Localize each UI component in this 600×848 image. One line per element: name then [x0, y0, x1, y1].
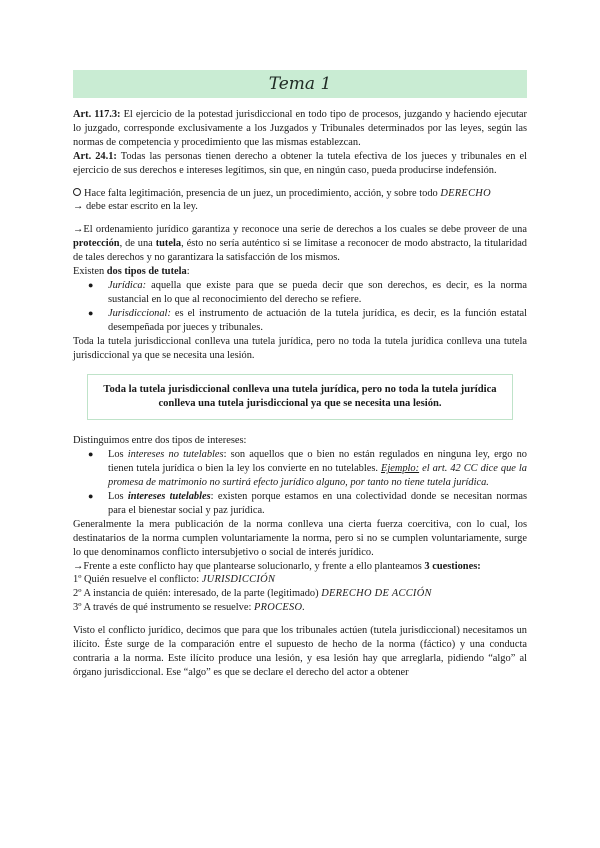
art-117-label: Art. 117.3:	[73, 109, 121, 120]
hace-falta-paragraph	[73, 187, 527, 201]
frente-bold: 3 cuestiones:	[424, 560, 481, 572]
existen-prefix: Existen	[73, 266, 107, 278]
highlight-quote-text: Toda la tutela jurisdiccional conlleva una tutela jurídica, pero no toda la tutela jurídica conlleva una tutela jurisdiccional ya que se necesita una lesión.	[103, 384, 497, 410]
cuestion-answer: PROCESO.	[253, 602, 306, 614]
list-item	[88, 448, 527, 490]
cuestion-1	[73, 573, 527, 587]
title-banner	[73, 70, 527, 98]
cuestion-label: 1º Quién resuelve el conflicto:	[73, 574, 202, 586]
list-item	[88, 279, 527, 307]
highlight-quote-box	[87, 374, 513, 420]
cuestion-label: 3º A través de qué instrumento se resuelve:	[73, 602, 254, 614]
tutela-term: Jurisdiccional:	[108, 307, 171, 319]
bullet-icon: ●	[88, 449, 94, 460]
ejemplo-text: el art. 42 CC dice que la promesa de matrimonio no surtirá efecto jurídico alguno, por tanto no tiene tutela jurídica.	[108, 463, 527, 489]
existen-suffix: :	[186, 266, 190, 278]
circle-bullet-icon	[73, 188, 81, 196]
generalmente-paragraph: Generalmente la mera publicación de la norma conlleva una cierta fuerza coercitiva, con lo cual, los destinatarios de la norma cumplen voluntariamente la norma, pero si no se cumplen voluntariamente, surge lo que denominamos conflicto intersubjetivo o social de interés jurídico.	[73, 518, 527, 558]
art-117-paragraph	[73, 108, 527, 150]
derecho-word: DERECHO	[440, 187, 491, 199]
interes-text: : son aquellos que o bien no están regulados en ninguna ley, ergo no tienen tutela jurídica o bien la ley los convierte en no tutelables.	[108, 449, 527, 475]
interes-prefix: Los	[108, 491, 128, 503]
interes-text: : existen porque estamos en una colectividad donde se necesitan normas para el bienestar social y paz jurídica.	[108, 491, 527, 516]
intereses-list	[73, 448, 527, 518]
ordenamiento-part1: →El ordenamiento jurídico garantiza y reconoce una serie de derechos a los cuales se debe proveer de una	[73, 224, 527, 236]
bullet-icon: ●	[88, 279, 94, 290]
cuestion-answer: DERECHO DE ACCIÓN	[321, 588, 432, 600]
cuestion-2	[73, 587, 527, 601]
cuestion-3	[73, 601, 527, 615]
ordenamiento-part2: , de una	[119, 238, 156, 250]
visto-paragraph: Visto el conflicto jurídico, decimos que para que los tribunales actúen (tutela jurisdiccional) necesitamos un ilícito. Éste surge de la comparación entre el supuesto de hecho de la norma (fáctico) y una conducta contraria a la norma. Este ilícito produce una lesión, y esa lesión hay que arreglarla, pidiendo “algo” al órgano jurisdiccional. Ese “algo” es que se declare el derecho del actor a obtener	[73, 625, 527, 678]
art-24-text: Todas las personas tienen derecho a obtener la tutela efectiva de los jueces y tribunales en el ejercicio de sus derechos e intereses legítimos, sin que, en ningún caso, pueda producirse indefensión.	[73, 150, 527, 176]
tutela-list	[73, 279, 527, 335]
interes-term: intereses no tutelables	[127, 449, 224, 461]
art-24-label: Art. 24.1:	[73, 150, 117, 162]
hace-falta-text: Hace falta legitimación, presencia de un juez, un procedimiento, acción, y sobre todo	[84, 187, 441, 199]
interes-term: intereses tutelables	[127, 491, 211, 503]
existen-line	[73, 265, 527, 279]
cuestion-label: 2º A instancia de quién: interesado, de la parte (legitimado)	[73, 588, 322, 600]
toda-tutela-paragraph: Toda la tutela jurisdiccional conlleva una tutela jurídica, pero no toda la tutela jurídica conlleva una tutela jurisdiccional ya que se necesita una lesión.	[73, 335, 527, 361]
existen-bold: dos tipos de tutela	[106, 266, 187, 278]
hace-falta-line2: → debe estar escrito en la ley.	[73, 201, 198, 213]
art-117-text: El ejercicio de la potestad jurisdiccional en todo tipo de procesos, juzgando y haciendo ejecutar lo juzgado, corresponde exclusivamente a los Juzgados y Tribunales determinados por las leyes, según las normas de competencia y procedimiento que las mismas establezcan.	[73, 109, 527, 148]
tutela-text: es el instrumento de actuación de la tutela jurídica, es decir, es la función estatal desempeñada por jueces y tribunales.	[108, 307, 527, 333]
tutela-word: tutela	[155, 238, 182, 250]
tutela-text: aquella que existe para que se pueda decir que son derechos, es decir, es la norma sustancial en lo que al reconocimiento del derecho se refiere.	[108, 279, 527, 305]
ordenamiento-part3: , ésto no sería auténtico si se limitase a reconocer de modo abstracto, la titularidad de tales derechos y no garantizara la satisfacción de los mismos.	[73, 238, 527, 264]
bullet-icon: ●	[88, 307, 94, 318]
art-24-paragraph	[73, 150, 527, 178]
distinguimos-line: Distinguimos entre dos tipos de intereses:	[73, 435, 247, 447]
proteccion-word: protección	[73, 238, 120, 250]
interes-prefix: Los	[108, 449, 128, 461]
ejemplo-label: Ejemplo:	[380, 463, 420, 475]
ordenamiento-paragraph	[73, 223, 527, 265]
frente-text: →Frente a este conflicto hay que plantearse solucionarlo, y frente a ello planteamos	[73, 560, 425, 572]
cuestion-answer: JURISDICCIÓN	[201, 574, 276, 586]
list-item	[88, 490, 527, 518]
list-item	[88, 307, 527, 335]
frente-line	[73, 560, 527, 574]
bullet-icon: ●	[88, 491, 94, 502]
tutela-term: Jurídica:	[108, 279, 147, 291]
page-title: Tema 1	[268, 74, 332, 94]
